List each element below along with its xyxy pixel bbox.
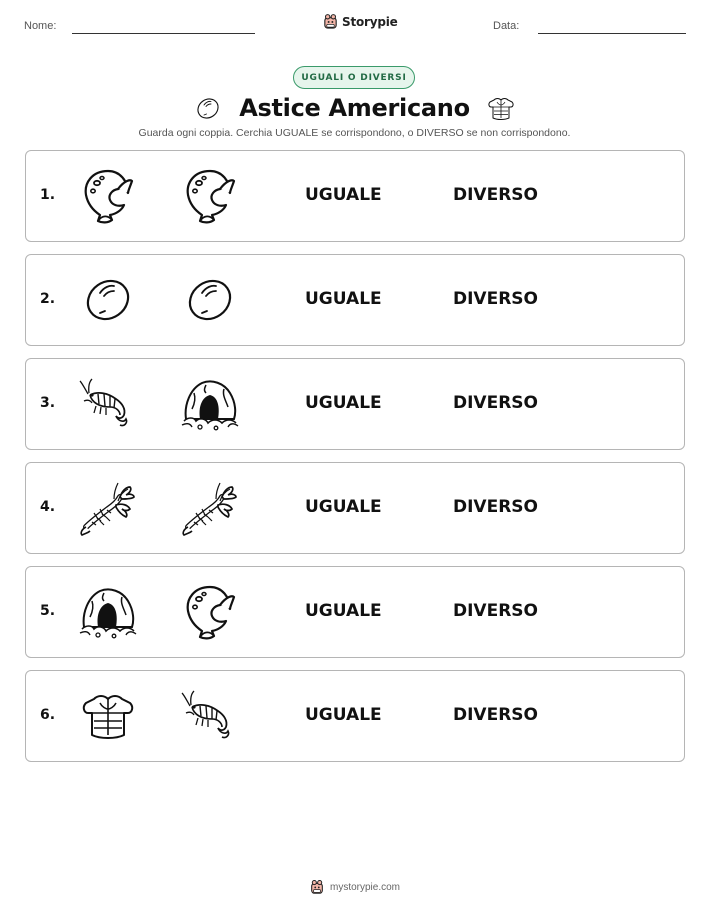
lobster-icon <box>78 477 138 539</box>
title-row <box>0 90 709 126</box>
question-number: 4. <box>40 499 56 515</box>
egg-icon <box>78 269 138 331</box>
question-row-3 <box>25 358 685 450</box>
different-option[interactable]: DIVERSO <box>453 185 538 205</box>
same-option[interactable]: UGUALE <box>305 601 382 621</box>
egg-icon <box>180 269 240 331</box>
name-field-line[interactable] <box>72 33 255 34</box>
same-option[interactable]: UGUALE <box>305 289 382 309</box>
brand-name: Storypie <box>342 14 398 29</box>
question-row-6 <box>25 670 685 762</box>
instructions: Guarda ogni coppia. Cerchia UGUALE se corrispondono, o DIVERSO se non corrispondono. <box>138 127 571 139</box>
claw-icon <box>78 165 138 227</box>
date-label: Data: <box>493 20 520 32</box>
armor-icon <box>78 685 138 747</box>
cave-icon <box>180 373 240 435</box>
footer-link[interactable]: mystorypie.com <box>329 881 400 893</box>
claw-icon <box>180 165 240 227</box>
question-row-1 <box>25 150 685 242</box>
question-row-2 <box>25 254 685 346</box>
activity-badge: UGUALI O DIVERSI <box>293 66 415 89</box>
name-label: Nome: <box>24 20 57 32</box>
different-option[interactable]: DIVERSO <box>453 393 538 413</box>
lobster-icon <box>180 477 240 539</box>
same-option[interactable]: UGUALE <box>305 393 382 413</box>
different-option[interactable]: DIVERSO <box>453 497 538 517</box>
question-row-5 <box>25 566 685 658</box>
brand-logo <box>322 13 398 30</box>
different-option[interactable]: DIVERSO <box>453 705 538 725</box>
cave-icon <box>78 581 138 643</box>
mascot-icon <box>322 13 339 30</box>
same-option[interactable]: UGUALE <box>305 497 382 517</box>
same-option[interactable]: UGUALE <box>305 705 382 725</box>
question-number: 2. <box>40 291 56 307</box>
different-option[interactable]: DIVERSO <box>453 289 538 309</box>
shrimp-icon <box>78 373 138 435</box>
claw-icon <box>180 581 240 643</box>
egg-icon <box>193 93 223 123</box>
date-field-line[interactable] <box>538 33 686 34</box>
armor-icon <box>486 93 516 123</box>
footer <box>0 879 709 895</box>
question-number: 1. <box>40 187 56 203</box>
mascot-icon <box>309 879 325 895</box>
question-number: 5. <box>40 603 56 619</box>
shrimp-icon <box>180 685 240 747</box>
question-number: 3. <box>40 395 56 411</box>
different-option[interactable]: DIVERSO <box>453 601 538 621</box>
question-row-4 <box>25 462 685 554</box>
same-option[interactable]: UGUALE <box>305 185 382 205</box>
question-number: 6. <box>40 707 56 723</box>
page-title: Astice Americano <box>239 94 470 122</box>
